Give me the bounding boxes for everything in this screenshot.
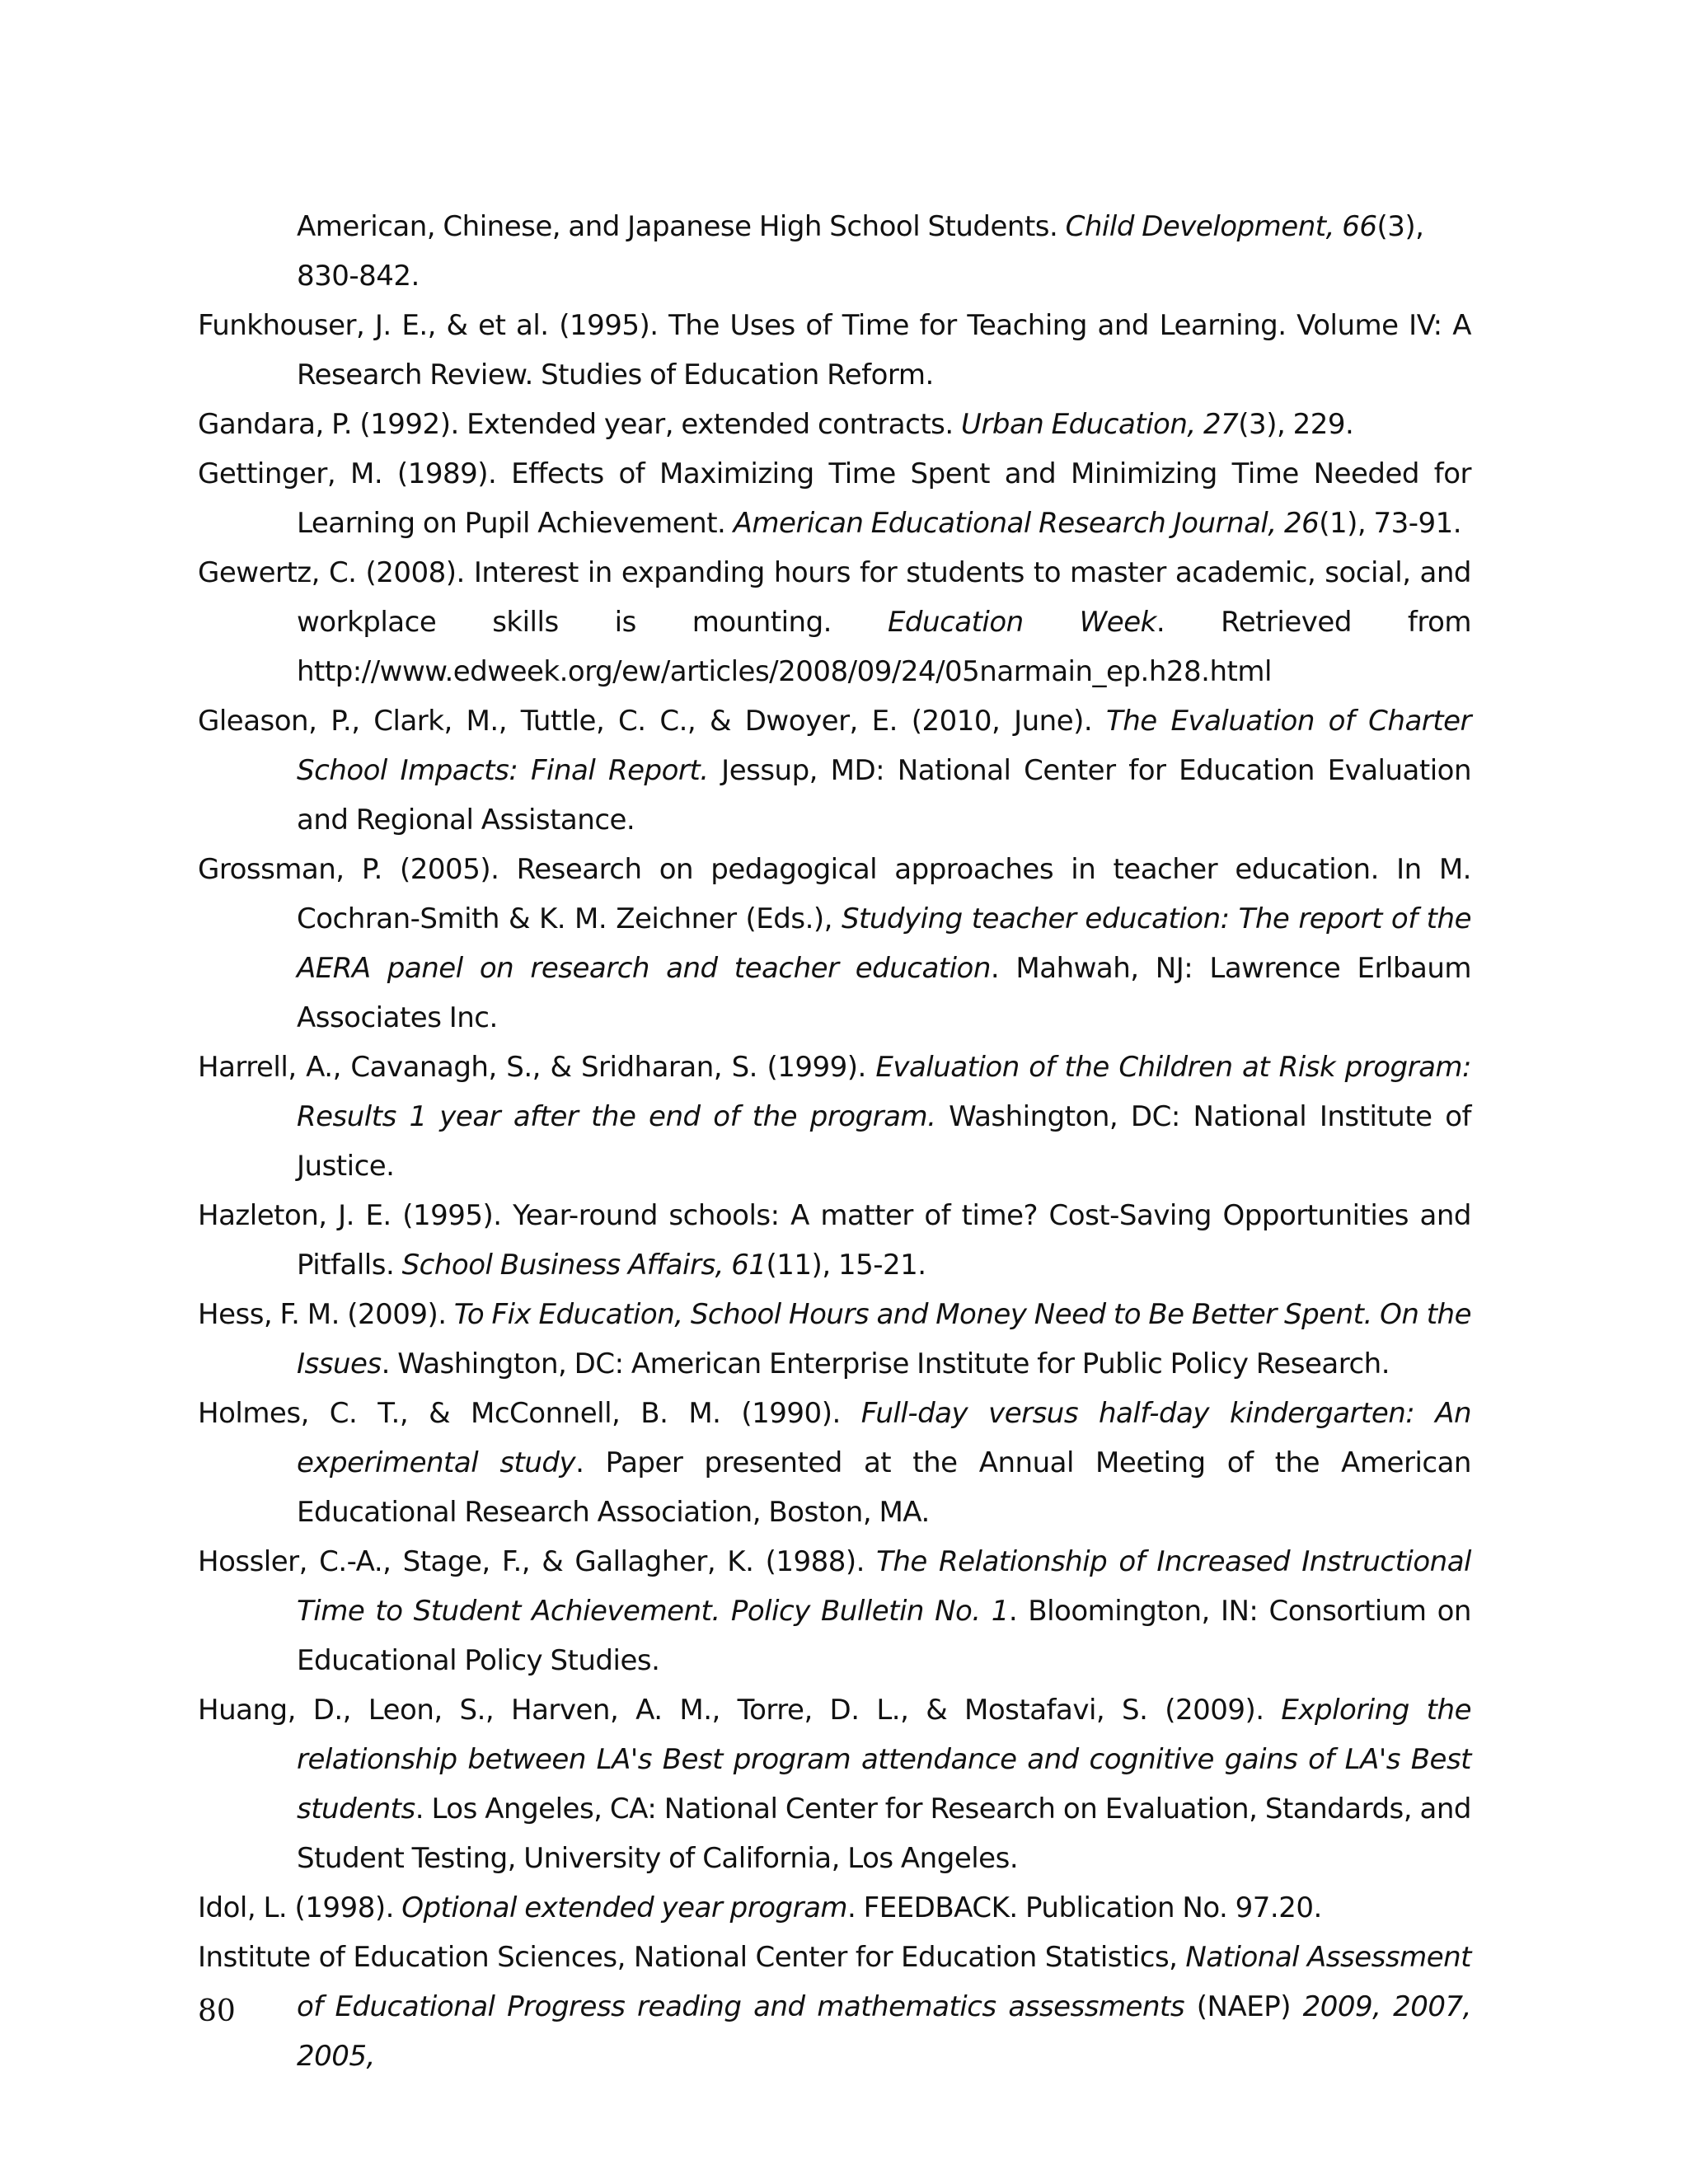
reference-entry-institute-of-education-sciences: Institute of Education Sciences, National Center for Education Statistics, National Assessment of Educational Progress reading and mathematics assessments (NAEP) 2009, 2007, 2005, (198, 1941, 1471, 2073)
reference-entry-idol: Idol, L. (1998). Optional extended year program. FEEDBACK. Publication No. 97.20. (198, 1891, 1322, 1924)
reference-entry-hess: Hess, F. M. (2009). To Fix Education, School Hours and Money Need to Be Better Spent. On the Issues. Washington, DC: American Enterprise Institute for Public Policy Research. (198, 1298, 1472, 1380)
reference-entry-holmes: Holmes, C. T., & McConnell, B. M. (1990). Full-day versus half-day kindergarten: An experimental study. Paper presented at the Annual Meeting of the American Educational Research Association, Boston, MA. (198, 1397, 1471, 1529)
reference-entry-gewertz: Gewertz, C. (2008). Interest in expanding hours for students to master academic, social, and workplace skills is mounting. Education Week. Retrieved from http://www.edweek.org/ew/articles/2008/09/24/05narmain_ep.h28.html (198, 548, 1471, 696)
reference-entry-gleason: Gleason, P., Clark, M., Tuttle, C. C., & Dwoyer, E. (2010, June). The Evaluation of Charter School Impacts: Final Report. Jessup, MD: National Center for Education Evaluation and Regional Assistance. (198, 705, 1472, 837)
reference-list (198, 202, 1471, 2081)
reference-entry-hazleton: Hazleton, J. E. (1995). Year-round schools: A matter of time? Cost-Saving Opportunities and Pitfalls. School Business Affairs, 61(11), 15-21. (198, 1199, 1471, 1282)
reference-entry-huang: Huang, D., Leon, S., Harven, A. M., Torre, D. L., & Mostafavi, S. (2009). Exploring the relationship between LA's Best program attendance and cognitive gains of LA's Best students. Los Angeles, CA: National Center for Research on Evaluation, Standards, and Student Testing, University of California, Los Angeles. (198, 1694, 1471, 1875)
reference-entry-grossman: Grossman, P. (2005). Research on pedagogical approaches in teacher education. In M. Cochran-Smith & K. M. Zeichner (Eds.), Studying teacher education: The report of the AERA panel on research and teacher education. Mahwah, NJ: Lawrence Erlbaum Associates Inc. (198, 853, 1471, 1034)
reference-entry-gandara: Gandara, P. (1992). Extended year, extended contracts. Urban Education, 27(3), 229. (198, 408, 1354, 441)
reference-entry-harrell: Harrell, A., Cavanagh, S., & Sridharan, S. (1999). Evaluation of the Children at Risk program: Results 1 year after the end of the program. Washington, DC: National Institute of Justice. (198, 1051, 1472, 1183)
reference-entry-gettinger: Gettinger, M. (1989). Effects of Maximizing Time Spent and Minimizing Time Needed for Learning on Pupil Achievement. American Educational Research Journal, 26(1), 73-91. (198, 457, 1471, 540)
reference-entry-hossler: Hossler, C.-A., Stage, F., & Gallagher, K. (1988). The Relationship of Increased Instructional Time to Student Achievement. Policy Bulletin No. 1. Bloomington, IN: Consortium on Educational Policy Studies. (198, 1545, 1471, 1677)
page-number: 80 (198, 1994, 236, 2028)
reference-url: http://www.edweek.org/ew/articles/2008/09/24/05narmain_ep.h28.html (297, 655, 1272, 688)
reference-entry-continuation: American, Chinese, and Japanese High School Students. Child Development, 66(3), 830-842. (297, 210, 1424, 293)
reference-entry-funkhouser: Funkhouser, J. E., & et al. (1995). The Uses of Time for Teaching and Learning. Volume IV: A Research Review. Studies of Education Reform. (198, 309, 1471, 391)
